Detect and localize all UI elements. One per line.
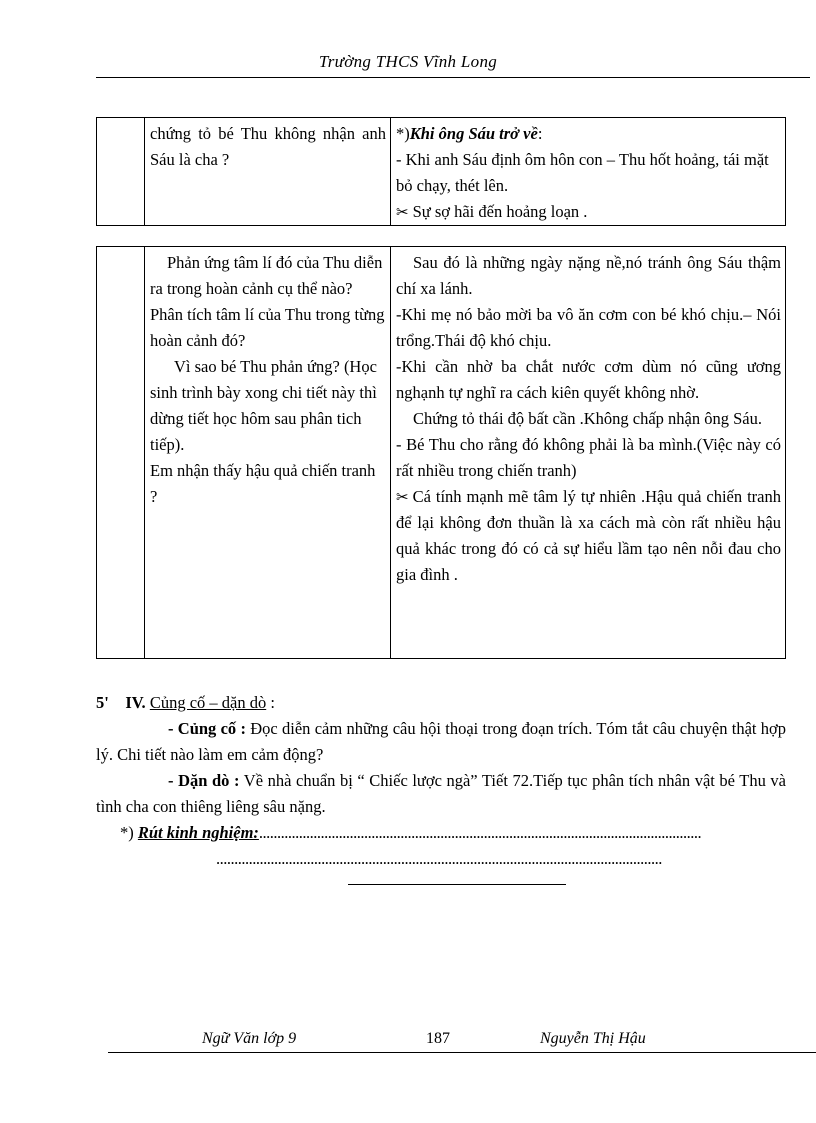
rkn-prefix: *) xyxy=(120,823,134,842)
answer-paragraph: Chứng tỏ thái độ bất cần .Không chấp nhận ông Sáu. xyxy=(413,409,762,428)
answer-paragraph: - Bé Thu cho rằng đó không phải là ba mình.(Việc này có rất nhiều trong chiến tranh) xyxy=(396,435,781,480)
answer-heading: Khi ông Sáu trở về xyxy=(409,124,538,143)
dando-label: - Dặn dò : xyxy=(168,771,240,790)
section-title-suffix: : xyxy=(266,693,275,712)
footer-author: Nguyễn Thị Hậu xyxy=(540,1030,646,1047)
answer-prefix: *) xyxy=(396,124,410,143)
answer-paragraph: Sau đó là những ngày nặng nề,nó tránh ông Sáu thậm chí xa lánh. xyxy=(396,253,781,298)
question-paragraph: Phản ứng tâm lí đó của Thu diễn ra trong hoàn cảnh cụ thể nào? Phân tích tâm lí của Thu trong từng hoàn cảnh đó? xyxy=(150,253,385,350)
answer-line: - Khi anh Sáu định ôm hôn con – Thu hốt hoảng, tái mặt bỏ chạy, thét lên. xyxy=(396,150,769,195)
scissors-icon: ✂ xyxy=(396,488,409,506)
question-cell xyxy=(145,118,391,226)
section-title: Củng cố – dặn dò xyxy=(149,693,267,712)
question-paragraph: Em nhận thấy hậu quả chiến tranh ? xyxy=(150,461,376,506)
rkn-dots: .......................................................................................................................... xyxy=(258,823,702,842)
footer-subject: Ngữ Văn lớp 9 xyxy=(202,1030,297,1047)
cungco-text: Đọc diễn cảm những câu hội thoại trong đoạn trích. Tóm tắt câu chuyện thật hợp lý. Chi tiết nào làm em cảm động? xyxy=(96,719,786,764)
table-2 xyxy=(96,246,786,659)
answer-cell xyxy=(391,247,786,659)
question-cell xyxy=(145,247,391,659)
rkn-dots-2: ........................................................................................................................... xyxy=(216,849,662,868)
answer-paragraph: Cá tính mạnh mẽ tâm lý tự nhiên .Hậu quả chiến tranh để lại không đơn thuần là xa cách mà còn rất nhiều hậu quả khác trong đó có cả sự hiểu lầm tạo nên nỗi đau cho gia đình . xyxy=(396,487,781,584)
section-separator xyxy=(348,884,566,885)
answer-heading-suffix: : xyxy=(537,124,543,143)
section-4 xyxy=(96,690,786,872)
dando-text: Về nhà chuẩn bị “ Chiếc lược ngà” Tiết 72.Tiếp tục phân tích nhân vật bé Thu và tình cha con thiêng liêng sâu nặng. xyxy=(96,771,787,816)
section-time: 5' xyxy=(96,693,109,712)
answer-conclusion: Sự sợ hãi đến hoảng loạn . xyxy=(412,202,588,221)
time-cell xyxy=(97,118,145,226)
footer-rule xyxy=(108,1052,816,1053)
rkn-label: Rút kinh nghiệm: xyxy=(137,823,259,842)
table-1 xyxy=(96,117,786,226)
table-row xyxy=(97,118,786,226)
footer-page-number: 187 xyxy=(426,1030,450,1047)
answer-paragraph: -Khi cần nhờ ba chắt nước cơm dùm nó cũng ương nghạnh tự nghĩ ra cách kiên quyết không nhờ. xyxy=(396,357,781,402)
question-paragraph: Vì sao bé Thu phản ứng? (Học sinh trình bày xong chi tiết này thì dừng tiết học hôm sau phân tich tiếp). xyxy=(150,357,377,454)
cungco-label: - Củng cố : xyxy=(168,719,246,738)
header-school: Trường THCS Vĩnh Long xyxy=(318,52,498,71)
answer-cell xyxy=(391,118,786,226)
header-rule xyxy=(96,77,810,78)
question-text: chứng tỏ bé Thu không nhận anh Sáu là cha ? xyxy=(150,124,386,169)
time-cell xyxy=(97,247,145,659)
table-row xyxy=(97,247,786,659)
scissors-icon: ✂ xyxy=(396,203,409,221)
answer-paragraph: -Khi mẹ nó bảo mời ba vô ăn cơm con bé khó chịu.– Nói trổng.Thái độ khó chịu. xyxy=(396,305,781,350)
section-numeral: IV. xyxy=(125,693,146,712)
